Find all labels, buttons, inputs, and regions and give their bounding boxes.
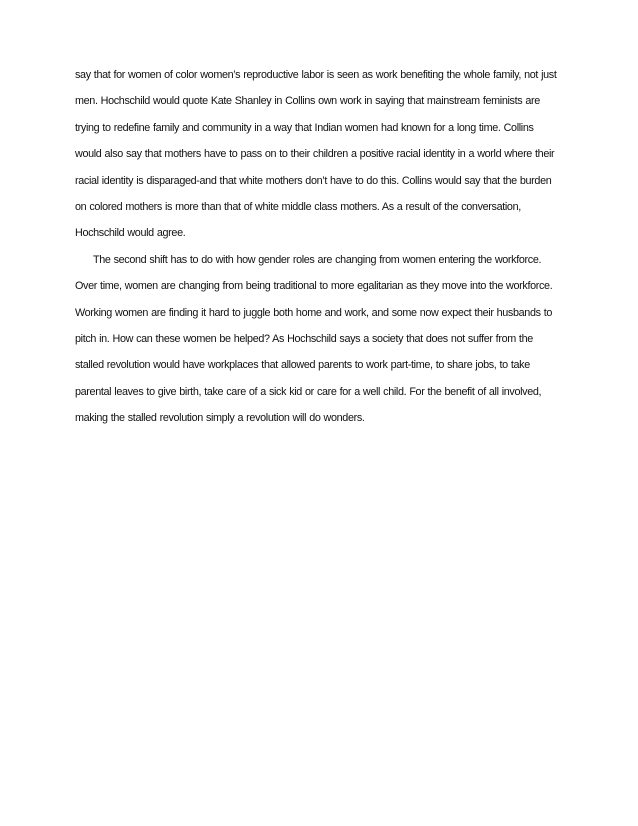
text-line: would also say that mothers have to pass on to their children a positive racial identity in a world where their xyxy=(75,148,555,161)
text-line: trying to redefine family and community in a way that Indian women had known for a long time. Collins xyxy=(75,121,534,134)
text-line: making the stalled revolution simply a revolution will do wonders. xyxy=(75,412,365,425)
paragraph-2 xyxy=(75,247,575,432)
text-line: pitch in. How can these women be helped? As Hochschild says a society that does not suffer from the xyxy=(75,332,533,345)
paragraph-1 xyxy=(75,62,575,247)
text-line: say that for women of color women’s reproductive labor is seen as work benefiting the whole family, not just xyxy=(75,69,557,81)
text-line: parental leaves to give birth, take care of a sick kid or care for a well child. For the benefit of all involved, xyxy=(75,385,542,398)
text-line: stalled revolution would have workplaces that allowed parents to work part-time, to share jobs, to take xyxy=(75,359,530,372)
document-body xyxy=(75,62,575,431)
text-line: Over time, women are changing from being traditional to more egalitarian as they move into the workforce. xyxy=(75,280,553,293)
text-line: racial identity is disparaged-and that white mothers don’t have to do this. Collins would say that the burden xyxy=(75,174,552,187)
text-line: The second shift has to do with how gender roles are changing from women entering the workforce. xyxy=(93,253,542,266)
text-line: men. Hochschild would quote Kate Shanley in Collins own work in saying that mainstream feminists are xyxy=(75,95,540,108)
text-line: Hochschild would agree. xyxy=(75,227,186,240)
text-line: Working women are finding it hard to juggle both home and work, and some now expect their husbands to xyxy=(75,306,553,319)
text-line: on colored mothers is more than that of white middle class mothers. As a result of the conversation, xyxy=(75,200,521,213)
